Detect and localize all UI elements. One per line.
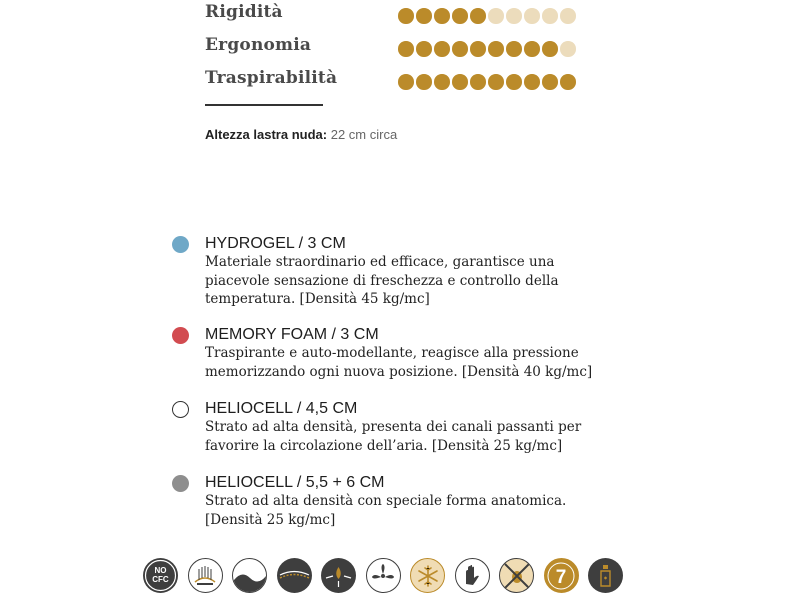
rating-dot-empty [560,8,576,24]
seven-zones-number: 7 [555,566,567,588]
rating-dot-filled [434,41,450,57]
desc-line: temperatura. [Densità 45 kg/mc] [205,291,430,307]
breathable-icon [188,558,223,593]
rating-dot-filled [452,41,468,57]
layer-title: MEMORY FOAM / 3 CM [205,326,379,343]
hand-touch-icon [455,558,490,593]
layers-icon [277,558,312,593]
desc-line: favorire la circolazione dell’aria. [Densità 25 kg/mc] [205,437,563,454]
ergonomic-wave-icon [232,558,267,593]
rating-dot-filled [416,74,432,90]
layer-description [205,344,625,381]
slab-height [205,127,397,142]
anti-mite-icon [499,558,534,593]
rating-dot-filled [398,8,414,24]
desc-line: [Densità 25 kg/mc] [205,511,336,528]
no-cfc-line1: NO [154,566,167,575]
feature-icons [143,558,623,593]
slab-height-value: 22 cm circa [330,127,398,142]
rating-label: Rigidità [205,2,283,22]
rating-dot-empty [542,8,558,24]
rating-dot-filled [470,8,486,24]
layer-color-dot [172,475,189,492]
rating-dot-filled [524,41,540,57]
desc-line: Materiale straordinario ed efficace, garantisce una [205,254,555,270]
rating-label: Ergonomia [205,35,312,55]
layer-description [205,492,625,529]
rating-dot-filled [398,74,414,90]
rating-dot-filled [542,74,558,90]
no-cfc-line2: CFC [152,575,169,584]
rating-dot-filled [506,74,522,90]
layer-description [205,418,625,455]
layer-color-dot [172,327,189,344]
rating-dot-empty [560,41,576,57]
rating-dot-filled [560,74,576,90]
divider [205,104,323,106]
seven-zones-icon [544,558,579,593]
desc-line: Strato ad alta densità, presenta dei canali passanti per [205,419,582,435]
rating-dot-filled [452,74,468,90]
rating-dot-filled [416,41,432,57]
layer-description [205,253,625,309]
rating-dot-filled [542,41,558,57]
moisture-icon [321,558,356,593]
rating-dot-filled [470,41,486,57]
rating-dots [398,74,576,90]
rating-dot-filled [398,41,414,57]
rating-dot-filled [470,74,486,90]
ventilation-icon [366,558,401,593]
slab-height-label: Altezza lastra nuda: [205,127,328,142]
rating-dot-empty [506,8,522,24]
rating-dot-filled [434,8,450,24]
desc-line: Strato ad alta densità con speciale forma anatomica. [205,493,567,509]
layer-color-dot [172,236,189,253]
snowflake-icon [410,558,445,593]
layer-title: HELIOCELL / 4,5 CM [205,400,358,417]
rating-dot-empty [488,8,504,24]
rating-dot-filled [488,74,504,90]
bottle-icon [588,558,623,593]
rating-dot-filled [506,41,522,57]
rating-dots [398,41,576,57]
rating-dot-empty [524,8,540,24]
no-cfc-icon [143,558,178,593]
rating-label: Traspirabilità [205,68,338,88]
rating-dot-filled [524,74,540,90]
layer-title: HELIOCELL / 5,5 + 6 CM [205,474,385,491]
rating-dot-filled [452,8,468,24]
desc-line: Traspirante e auto-modellante, reagisce alla pressione [205,345,579,361]
desc-line: piacevole sensazione di freschezza e controllo della [205,272,559,289]
layer-color-dot [172,401,189,418]
rating-dot-filled [434,74,450,90]
rating-dot-filled [416,8,432,24]
rating-dot-filled [488,41,504,57]
desc-line: memorizzando ogni nuova posizione. [Densità 40 kg/mc] [205,363,593,380]
layer-title: HYDROGEL / 3 CM [205,235,346,252]
rating-dots [398,8,576,24]
